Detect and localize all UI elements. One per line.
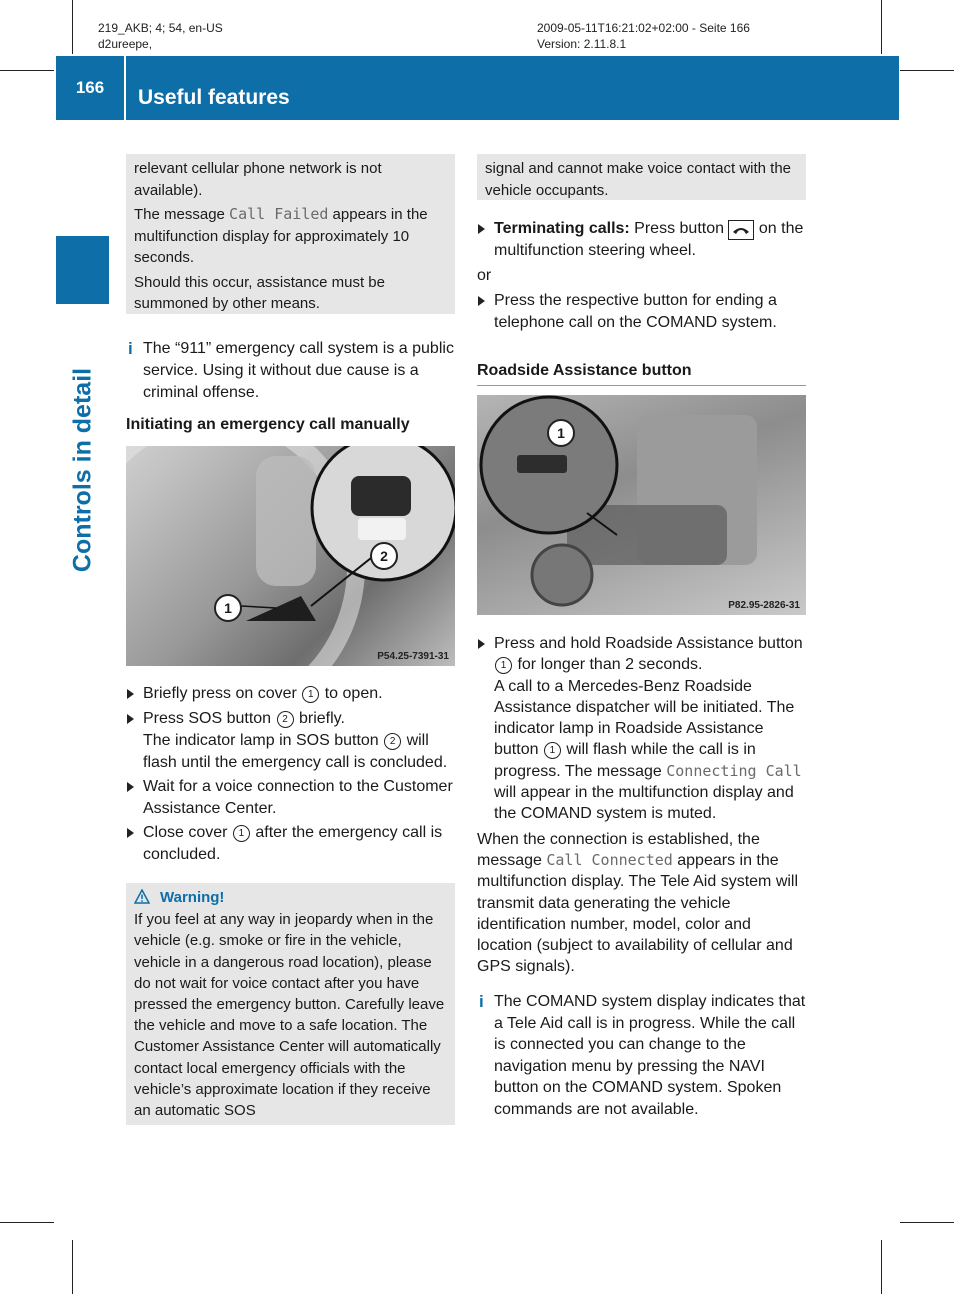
crop-mark xyxy=(72,0,73,54)
chapter-label: Controls in detail xyxy=(68,367,96,573)
callout-number: 1 xyxy=(544,742,561,759)
callout-number: 2 xyxy=(277,711,294,728)
figure-reference: P82.95-2826-31 xyxy=(728,600,800,611)
page-number: 166 xyxy=(56,56,126,120)
text: A call to a Mercedes-Benz Roadside Assistance dispatcher will be initiated. The indicator lamp in Roadside Assistance button xyxy=(494,677,795,759)
warning-body: If you feel at any way in jeopardy when in the vehicle (e.g. smoke or fire in the vehicle, vehicle in a dangerous road location), please do not wait for voice contact after you have pressed the emergency button. Carefully leave the vehicle and move to a safe location. The Customer Assistance Center will automatically contact local emergency officials with the vehicle’s approximate location if they receive an automatic SOS xyxy=(134,911,445,1120)
steering-wheel-figure xyxy=(126,446,455,666)
text: Press and hold Roadside Assistance button xyxy=(494,635,803,652)
text: The message xyxy=(134,206,230,223)
callout-number: 1 xyxy=(302,686,319,703)
print-meta-left xyxy=(98,20,223,52)
print-meta-left-line1: 219_AKB; 4; 54, en-US xyxy=(98,21,223,35)
roadside-steps xyxy=(477,633,809,978)
step-label: Terminating calls: xyxy=(494,220,630,237)
info-text: The “911” emergency call system is a public service. Using it without due cause is a criminal offense. xyxy=(143,340,454,401)
right-steps xyxy=(477,218,809,334)
callout-number: 1 xyxy=(495,657,512,674)
step-item xyxy=(126,822,458,866)
text: appears in the multifunction display for approximately 10 seconds. xyxy=(134,206,428,266)
callout-marker: 1 xyxy=(214,594,242,622)
step-item xyxy=(477,218,809,262)
crop-mark xyxy=(72,1240,73,1294)
display-message: Call Failed xyxy=(229,205,329,223)
text: Briefly press on cover xyxy=(143,685,302,702)
figure-reference: P54.25-7391-31 xyxy=(377,651,449,662)
print-meta-left-line2: d2ureepe, xyxy=(98,37,153,51)
text: after the emergency call is concluded. xyxy=(143,824,443,863)
text: will flash while the call is in progress. The message xyxy=(494,741,756,780)
warning-triangle-icon xyxy=(134,889,150,904)
steps-list xyxy=(126,683,458,866)
hang-up-icon-svg xyxy=(732,224,750,236)
crop-mark xyxy=(900,1222,954,1223)
info-icon: i xyxy=(479,992,484,1011)
step-item xyxy=(477,633,809,825)
text: Press SOS button xyxy=(143,710,276,727)
crop-mark xyxy=(881,0,882,54)
hang-up-phone-icon xyxy=(728,220,754,240)
heading-underline xyxy=(477,385,806,386)
text: will flash until the emergency call is concluded. xyxy=(143,732,448,771)
chapter-label-container xyxy=(56,320,109,620)
chapter-tab xyxy=(56,236,109,304)
print-meta-right-line1: 2009-05-11T16:21:02+02:00 - Seite 166 xyxy=(537,21,750,35)
warning-box xyxy=(126,883,455,1125)
callout-marker: 2 xyxy=(370,542,398,570)
console-illustration xyxy=(477,395,806,615)
text: The indicator lamp in SOS button xyxy=(143,732,384,749)
note-paragraph: relevant cellular phone network is not available). xyxy=(134,160,382,199)
crop-mark xyxy=(0,1222,54,1223)
text: to open. xyxy=(320,685,383,702)
text: Press button xyxy=(629,220,729,237)
roadside-button-figure xyxy=(477,395,806,615)
text: for longer than 2 seconds. xyxy=(513,656,703,674)
info-note-comand xyxy=(477,991,809,1120)
callout-number: 1 xyxy=(233,825,250,842)
crop-mark xyxy=(0,70,54,71)
callout-number: 2 xyxy=(384,733,401,750)
text: on the multifunction steering wheel. xyxy=(494,220,804,259)
display-message: Connecting Call xyxy=(666,761,802,780)
subsection-heading: Roadside Assistance button xyxy=(477,362,692,379)
step-item xyxy=(126,683,458,705)
warning-title: Warning! xyxy=(160,889,225,906)
or-text: or xyxy=(477,267,492,284)
crop-mark xyxy=(900,70,954,71)
warning-header xyxy=(134,887,447,908)
text: When the connection is established, the message xyxy=(477,830,760,869)
print-meta-right-line2: Version: 2.11.8.1 xyxy=(537,37,627,51)
note-paragraph xyxy=(134,204,447,269)
grey-note-box xyxy=(126,154,455,314)
note-paragraph: Should this occur, assistance must be summoned by other means. xyxy=(134,273,385,312)
print-meta-right xyxy=(537,20,750,52)
step-item: Wait for a voice connection to the Customer Assistance Center. xyxy=(126,776,458,820)
info-note-911 xyxy=(126,338,456,404)
step-item xyxy=(126,708,458,774)
steering-wheel-illustration xyxy=(126,446,455,666)
text: briefly. xyxy=(294,710,345,727)
info-text: The COMAND system display indicates that a Tele Aid call is in progress. While the call is connected you can change to the navigation menu by pressing the NAVI button on the COMAND system. Spoken commands are not available. xyxy=(494,993,806,1118)
section-title: Useful features xyxy=(138,86,290,109)
text: will appear in the multifunction display and the COMAND system is muted. xyxy=(494,784,794,823)
display-message: Call Connected xyxy=(546,850,673,869)
text: Close cover xyxy=(143,824,232,841)
crop-mark xyxy=(881,1240,882,1294)
text: appears in the multifunction display. The Tele Aid system will transmit data generating the vehicle identification number, model, color and location (subject to availability of cellular and GPS signals). xyxy=(477,851,799,976)
callout-marker: 1 xyxy=(547,419,575,447)
step-item: Press the respective button for ending a telephone call on the COMAND system. xyxy=(477,290,809,334)
info-icon: i xyxy=(128,339,133,358)
paragraph xyxy=(477,829,809,978)
subsection-heading: Initiating an emergency call manually xyxy=(126,416,410,433)
grey-note-box-continued: signal and cannot make voice contact with the vehicle occupants. xyxy=(477,154,806,200)
